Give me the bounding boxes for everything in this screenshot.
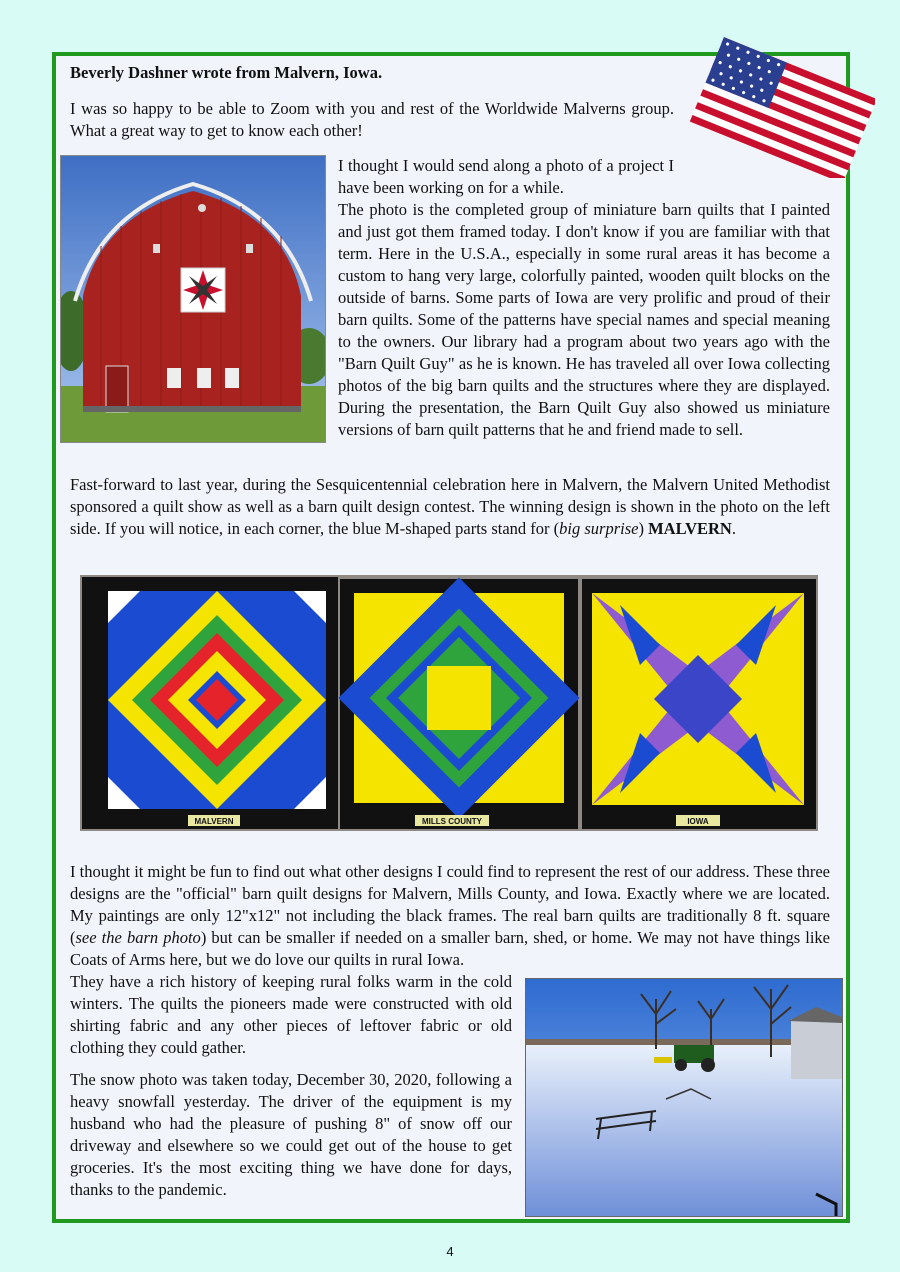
barn-quilt-paragraph: The photo is the completed group of miniature barn quilts that I painted and just got them framed today. I don't know if you are familiar with that term. Here in the U.S.A., especially in some rural areas it has become a custom to hang very large, colorfully painted, wooden quilt blocks on the outside of barns. Some parts of Iowa are very prolific and proud of their barn quilts. Some of the patterns have special names and special meaning to the owners. Our library had a program about two years ago with the "Barn Quilt Guy" as he is known. He has traveled all over Iowa collecting photos of the big barn quilts and the structures where they are displayed. During the presentation, the Barn Quilt Guy also showed us miniature versions of barn quilt patterns that he and friend made to sell. (338, 200, 830, 439)
intro-paragraph: I was so happy to be able to Zoom with you and rest of the Worldwide Malverns group. What a great way to get to know each other! (70, 99, 674, 140)
mills-county-quilt-label: MILLS COUNTY (422, 817, 482, 826)
official-designs-paragraph: I thought it might be fun to find out what other designs I could find to represent the rest of our address. These three designs are the "official" barn quilt designs for Malvern, Mills County, and Iowa. Exactly where we are located. My paintings are only 12"x12" not including the black frames. The real barn quilts are traditionally 8 ft. square (see the barn photo) but can be smaller if needed on a smaller barn, shed, or home. We may not have things like Coats of Arms here, but we do love our quilts in rural Iowa. (70, 862, 830, 969)
malvern-quilt-label: MALVERN (194, 817, 234, 826)
sesquicentennial-paragraph: Fast-forward to last year, during the Sesquicentennial celebration here in Malvern, the Malvern United Methodist sponsored a quilt show as well as a barn quilt design contest. The winning design is shown in the photo on the left side. If you will notice, in each corner, the blue M-shaped parts stand for (big surprise) MALVERN. (70, 475, 830, 538)
article-heading: Beverly Dashner wrote from Malvern, Iowa. (70, 63, 383, 82)
mills-county-quilt (340, 579, 578, 829)
three-barn-quilts-photo (80, 575, 818, 831)
snow-photo-paragraph: The snow photo was taken today, December 30, 2020, following a heavy snowfall yesterday. The driver of the equipment is my husband who had the pleasure of pushing 8" of snow off our driveway and elsewhere so we could get out of the house to get groceries. It's the most exciting thing we have done for days, thanks to the pandemic. (70, 1070, 512, 1199)
barn-quilt-paragraph-start: I thought I would send along a photo of a project I have been working on for a while. (338, 156, 674, 197)
iowa-quilt (582, 579, 816, 829)
iowa-quilt-label: IOWA (687, 817, 709, 826)
american-flag-image (690, 36, 875, 178)
page-number: 4 (446, 1244, 454, 1259)
red-barn-photo (60, 155, 326, 443)
snow-driveway-photo (525, 978, 843, 1217)
rural-history-paragraph: They have a rich history of keeping rural folks warm in the cold winters. The quilts the pioneers made were constructed with old shirting fabric and any other pieces of leftover fabric or old clothing they could gather. (70, 972, 512, 1057)
malvern-quilt (82, 577, 338, 829)
